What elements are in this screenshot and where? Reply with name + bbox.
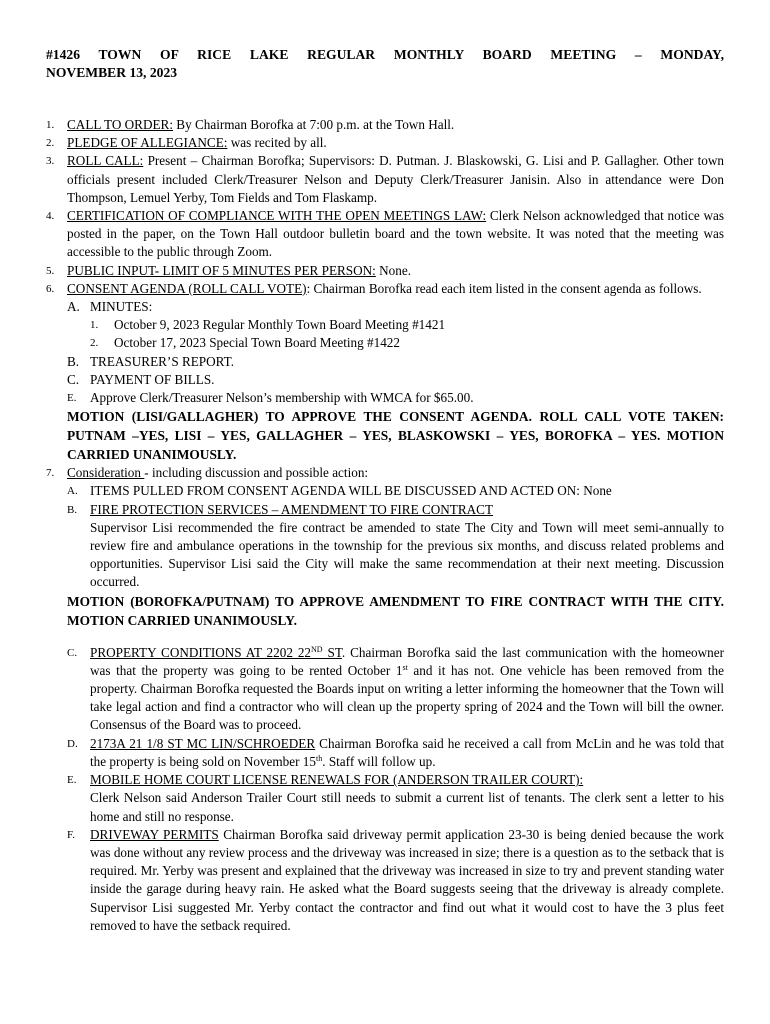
item-heading: ROLL CALL: [67, 153, 144, 169]
agenda-item-consent-agenda: 6. CONSENT AGENDA (ROLL CALL VOTE): Chairman Borofka read each item listed in the consent agenda as follows. A. MINUTES: 1. October 9, 2023 Regular Monthly Town Board Meeting #1421 2. October 17, 2023 Special Town Board Meeting #1422 B. TREASURER’S REPORT. C. PAYMENT OF BILLS. E. Approve Clerk/Treasurer Nelson’s membership with WMCA for $65.00. MOTION (LISI/GALLAGHER) TO APPROVE THE CONSENT AGENDA. ROLL CALL VOTE TAKEN: PUTNAM –YES, LISI – YES, GALLAGHER – YES, BLASKOWSKI – YES, BOROFKA – YES. MOTION CARRIED UNANIMOUSLY. [46, 280, 724, 463]
fire-protection-body: Supervisor Lisi recommended the fire contract be amended to state The City and Town will meet semi-annually to review fire and ambulance operations in the township for the previous six months, and discuss related problems and opportunities. Supervisor Lisi said the City will make the same recommendation at their next meeting. Discussion occurred. [90, 519, 724, 590]
agenda-item-consideration: 7. Consideration - including discussion and possible action: A. ITEMS PULLED FROM CONSENT AGENDA WILL BE DISCUSSED AND ACTED ON: None B. FIRE PROTECTION SERVICES – AMENDMENT TO FIRE CONTRACT Supervisor Lisi recommended the fire contract be amended to state The City and Town will meet semi-annually to review fire and ambulance operations in the township for the previous six months, and discuss related problems and opportunities. Supervisor Lisi said the City will make the same recommendation at their next meeting. Discussion occurred. MOTION (BOROFKA/PUTNAM) TO APPROVE AMENDMENT TO FIRE CONTRACT WITH THE CITY. MOTION CARRIED UNANIMOUSLY. C. PROPERTY CONDITIONS AT 2202 22ND ST. Chairman Borofka said the last communication with the homeowner was that the property was going to be rented October 1st and it has not. One vehicle has been removed from the property. Chairman Borofka requested the Boards input on writing a letter informing the homeowner that the Town will take legal action and find a contractor who will clean up the property spring of 2024 and the Town will bill the owner. Consensus of the Board was to proceed. D. 2173A 21 1/8 ST MC LIN/SCHROEDER Chairman Borofka said he received a call from McLin and he was told that the property is being sold on November 15th. Staff will follow up. E. MOBILE HOME COURT LICENSE RENEWALS FOR (ANDERSON TRAILER COURT): Clerk Nelson said Anderson Trailer Court still needs to submit a current list of tenants. The clerk sent a letter to his home and still no response. F. DRIVEWAY PERMITS Chairman Borofka said driveway permit application 23-30 is being denied because the work was done without any review process and the driveway was increased in size; there is a question as to the setback that is required. Mr. Yerby was present and explained that the driveway was increased in size to try and prevent standing water inside the garage during heavy rain. He asked what the Board suggests seeing that the driveway is already complete. Supervisor Lisi suggested Mr. Yerby contact the contractor and find out what it would cost to have the 3 plus feet removed to have the setback required. [46, 464, 724, 935]
sub-item: E. Approve Clerk/Treasurer Nelson’s membership with WMCA for $65.00. [67, 390, 474, 406]
sub-item-mobile-home: E. MOBILE HOME COURT LICENSE RENEWALS FOR (ANDERSON TRAILER COURT): [67, 772, 584, 788]
agenda-list [46, 116, 724, 935]
motion-text: MOTION (BOROFKA/PUTNAM) TO APPROVE AMENDMENT TO FIRE CONTRACT WITH THE CITY. MOTION CARRIED UNANIMOUSLY. [67, 593, 724, 628]
sub-sub-item: 2. October 17, 2023 Special Town Board Meeting #1422 [90, 335, 400, 351]
item-heading: PUBLIC INPUT- LIMIT OF 5 MINUTES PER PERSON: [67, 262, 376, 278]
meeting-title [46, 46, 724, 82]
item-heading: CALL TO ORDER: [67, 117, 173, 132]
sub-item-property-conditions: C. PROPERTY CONDITIONS AT 2202 22ND ST. Chairman Borofka said the last communication with the homeowner was that the property was going to be rented October 1st and it has not. One vehicle has been removed from the property. Chairman Borofka requested the Boards input on writing a letter informing the homeowner that the Town will take legal action and find a contractor who will clean up the property spring of 2024 and the Town will bill the owner. Consensus of the Board was to proceed. [67, 644, 725, 733]
item-heading: CERTIFICATION OF COMPLIANCE WITH THE OPEN MEETINGS LAW: [67, 208, 487, 224]
title-line-1: #1426 TOWN OF RICE LAKE REGULAR MONTHLY BOARD MEETING – MONDAY, [46, 47, 724, 62]
sub-item-fire-protection: B. FIRE PROTECTION SERVICES – AMENDMENT TO FIRE CONTRACT [67, 501, 494, 517]
sub-item: B. TREASURER’S REPORT. [67, 353, 235, 369]
title-line-2: NOVEMBER 13, 2023 [46, 65, 178, 80]
item-heading: CONSENT AGENDA (ROLL CALL VOTE) [67, 280, 307, 296]
item-heading: PLEDGE OF ALLEGIANCE: [67, 135, 228, 151]
mobile-home-body: Clerk Nelson said Anderson Trailer Court still needs to submit a current list of tenants. The clerk sent a letter to his home and still no response. [90, 790, 724, 824]
agenda-item-call-to-order: 1. CALL TO ORDER: By Chairman Borofka at 7:00 p.m. at the Town Hall. [46, 117, 455, 132]
agenda-item-certification: 4. CERTIFICATION OF COMPLIANCE WITH THE OPEN MEETINGS LAW: Clerk Nelson acknowledged that notice was posted in the paper, on the Town Hall outdoor bulletin board and the town website. It was noted that the meeting was accessible to the public through Zoom. [46, 208, 725, 260]
sub-item-driveway-permits: F. DRIVEWAY PERMITS Chairman Borofka said driveway permit application 23-30 is being denied because the work was done without any review process and the driveway was increased in size; there is a question as to the setback that is required. Mr. Yerby was present and explained that the driveway was increased in size to try and prevent standing water inside the garage during heavy rain. He asked what the Board suggests seeing that the driveway is already complete. Supervisor Lisi suggested Mr. Yerby contact the contractor and find out what it would cost to have the 3 plus feet removed to have the setback required. [67, 826, 725, 933]
sub-item: C. PAYMENT OF BILLS. [67, 371, 215, 387]
agenda-item-pledge: 2. PLEDGE OF ALLEGIANCE: was recited by all. [46, 135, 327, 151]
sub-item: A. ITEMS PULLED FROM CONSENT AGENDA WILL BE DISCUSSED AND ACTED ON: None [67, 483, 612, 499]
sub-sub-item: 1. October 9, 2023 Regular Monthly Town Board Meeting #1421 [90, 317, 446, 333]
motion-text: MOTION (LISI/GALLAGHER) TO APPROVE THE CONSENT AGENDA. ROLL CALL VOTE TAKEN: PUTNAM –YES, LISI – YES, GALLAGHER – YES, BLASKOWSKI – YES, BOROFKA – YES. MOTION CARRIED UNANIMOUSLY. [67, 409, 724, 463]
agenda-item-public-input: 5. PUBLIC INPUT- LIMIT OF 5 MINUTES PER PERSON: None. [46, 262, 412, 278]
sub-item: A. MINUTES: [67, 299, 153, 315]
sub-item-mclin-schroeder: D. 2173A 21 1/8 ST MC LIN/SCHROEDER Chairman Borofka said he received a call from McLin and he was told that the property is being sold on November 15th. Staff will follow up. [67, 735, 725, 769]
agenda-item-roll-call: 3. ROLL CALL: Present – Chairman Borofka; Supervisors: D. Putman. J. Blaskowski, G. Lisi and P. Gallagher. Other town officials present included Clerk/Treasurer Nelson and Deputy Clerk/Treasurer Janisin. Also in attendance were Don Thompson, Lemuel Yerby, Tom Fields and Tom Flaskamp. [46, 153, 724, 205]
item-heading: Consideration [67, 465, 145, 481]
